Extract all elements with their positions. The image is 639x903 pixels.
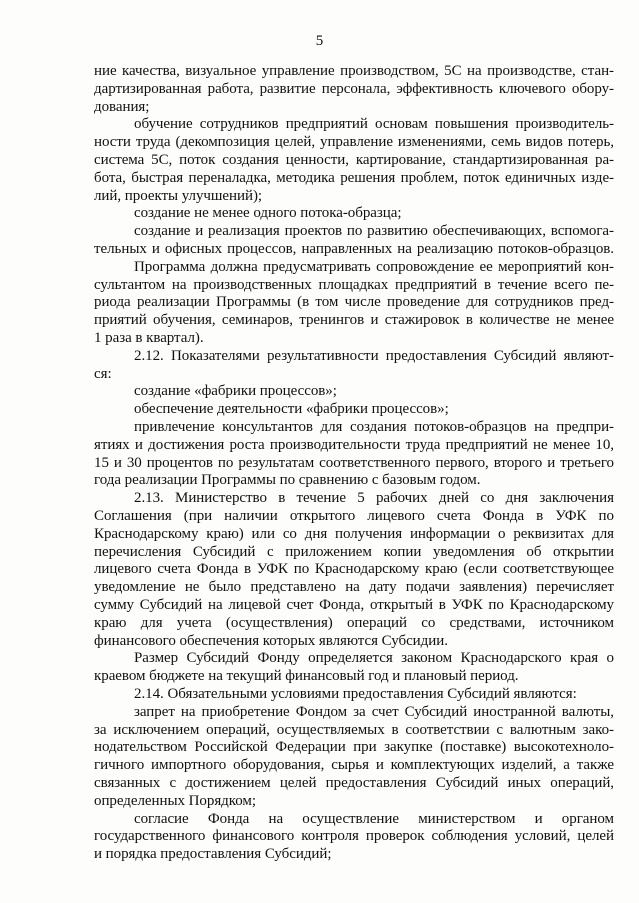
- text-line: краю для учета (осуществления) операций со средствами, источником: [94, 614, 614, 631]
- text-line: Программа должна предусматривать сопровождение ее мероприятий кон-: [134, 258, 614, 275]
- text-line: ятиях и достижения роста производительности труда предприятий не менее 10,: [94, 436, 614, 453]
- text-line: уведомление не было представлено на дату подачи заявления) перечисляет: [94, 579, 614, 596]
- text-line: лицевого счета Фонда в УФК по Краснодарскому краю (если соответствующее: [94, 561, 614, 578]
- text-line: дартизированная работа, развитие персонала, эффективность ключевого обору-: [94, 80, 614, 97]
- text-line: 2.14. Обязательными условиями предоставления Субсидий являются:: [134, 686, 577, 702]
- text-line: ности труда (декомпозиция целей, управление изменениями, семь видов потерь,: [94, 134, 614, 151]
- text-line: сультантом на производственных площадках предприятий в течение всего пе-: [94, 276, 614, 293]
- text-line: финансового обеспечения которых являются Субсидии.: [94, 632, 448, 649]
- text-line: ние качества, визуальное управление производством, 5С на производстве, стан-: [94, 63, 614, 79]
- text-line: сумму Субсидий на лицевой счет Фонда, открытый в УФК по Краснодарскому: [94, 597, 614, 613]
- text-line: дования;: [94, 98, 150, 115]
- text-line: запрет на приобретение Фондом за счет Субсидий иностранной валюты,: [134, 703, 614, 720]
- text-line: государственного финансового контроля проверок соблюдения условий, целей: [94, 828, 614, 845]
- text-line: бота, быстрая переналадка, методика решения проблем, поток единичных изде-: [94, 169, 614, 186]
- text-line: года реализации Программы по сравнению с базовым годом.: [94, 472, 481, 489]
- text-line: тельных и офисных процессов, направленных на реализацию потоков-образцов.: [94, 241, 614, 257]
- text-line: 15 и 30 процентов по результатам соответственного первого, второго и третьего: [94, 454, 614, 471]
- text-line: и порядка предоставления Субсидий;: [94, 846, 332, 863]
- text-line: создание «фабрики процессов»;: [134, 383, 337, 400]
- text-line: ся:: [94, 365, 112, 382]
- text-line: краевом бюджете на текущий финансовый год и плановый период.: [94, 668, 519, 685]
- text-line: создание и реализация проектов по развитию обеспечивающих, вспомога-: [134, 223, 614, 240]
- text-line: 2.13. Министерство в течение 5 рабочих дней со дня заключения: [134, 490, 614, 507]
- text-line: Соглашения (при наличии открытого лицевого счета Фонда в УФК по: [94, 508, 614, 524]
- text-line: создание не менее одного потока-образца;: [134, 205, 402, 222]
- text-line: риода реализации Программы (в том числе проведение для сотрудников пред-: [94, 294, 614, 311]
- text-line: 1 раза в квартал).: [94, 330, 204, 346]
- text-line: привлечение консультантов для создания потоков-образцов на предпри-: [134, 419, 614, 435]
- text-line: нодательством Российской Федерации при закупке (поставке) высокотехноло-: [94, 739, 614, 756]
- text-line: гичного импортного оборудования, сырья и комплектующих изделий, а также: [94, 757, 614, 774]
- text-line: обучение сотрудников предприятий основам повышения производитель-: [134, 116, 614, 133]
- text-line: Краснодарскому краю) или со дня получения информации о реквизитах для: [94, 525, 614, 542]
- text-line: лий, проекты улучшений);: [94, 187, 263, 204]
- text-line: Размер Субсидий Фонду определяется законом Краснодарского края о: [134, 650, 614, 667]
- text-line: определенных Порядком;: [94, 792, 256, 809]
- text-line: обеспечение деятельности «фабрики процессов»;: [134, 401, 449, 418]
- text-line: перечисления Субсидий с приложением копии уведомления об открытии: [94, 543, 614, 560]
- text-line: связанных с достижением целей предоставления Субсидий иных операций,: [94, 775, 614, 791]
- text-line: за исключением операций, осуществляемых в соответствии с валютным зако-: [94, 721, 614, 738]
- text-line: 2.12. Показателями результативности предоставления Субсидий являют-: [134, 347, 614, 364]
- text-line: согласие Фонда на осуществление министерством и органом: [134, 810, 614, 827]
- text-line: система 5С, поток создания ценности, картирование, стандартизированная ра-: [94, 152, 614, 168]
- page-number: 5: [315, 33, 324, 49]
- text-line: приятий обучения, семинаров, тренингов и стажировок в количестве не менее: [94, 312, 614, 329]
